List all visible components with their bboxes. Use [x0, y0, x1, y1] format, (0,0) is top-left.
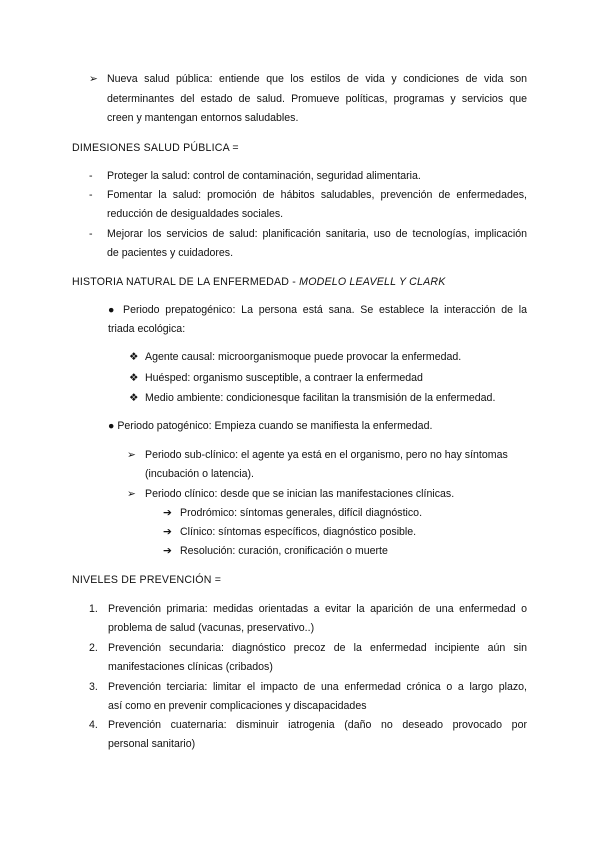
diamond-bullet-icon: ❖: [129, 392, 139, 404]
numbered-item: Prevención secundaria: diagnóstico precoz de la enfermedad incipiente aún sin: [108, 642, 527, 654]
numbered-item-continuation: manifestaciones clínicas (cribados): [108, 661, 273, 673]
fase-item: Prodrómico: síntomas generales, difícil diagnóstico.: [180, 507, 423, 519]
list-item-continuation: reducción de desigualdades sociales.: [107, 208, 284, 220]
section-heading-niveles: NIVELES DE PREVENCIÓN =: [72, 574, 222, 586]
arrow-bullet-icon: ➔: [163, 545, 172, 557]
fase-item: Resolución: curación, cronificación o muerte: [180, 545, 388, 557]
numbered-item-continuation: personal sanitario): [108, 738, 196, 750]
triad-item: Agente causal: microorganismoque puede provocar la enfermedad.: [145, 351, 462, 363]
numbered-item-continuation: problema de salud (vacunas, preservativo..): [108, 622, 315, 634]
paragraph-line: Nueva salud pública: entiende que los estilos de vida y condiciones de vida son: [107, 73, 527, 85]
subclinico-line: Periodo sub-clínico: el agente ya está en el organismo, pero no hay síntomas: [145, 449, 508, 461]
paragraph-line: determinantes del estado de salud. Promueve políticas, programas y servicios que: [107, 93, 527, 105]
arrowhead-bullet-icon: ➢: [127, 449, 136, 461]
paragraph-line: creen y mantengan entornos saludables.: [107, 112, 299, 124]
numbered-item: Prevención primaria: medidas orientadas a evitar la aparición de una enfermedad o: [108, 603, 527, 615]
list-item: Mejorar los servicios de salud: planificación sanitaria, uso de tecnologías, implicación: [107, 228, 527, 240]
triad-item: Huésped: organismo susceptible, a contraer la enfermedad: [145, 372, 423, 384]
list-item: Proteger la salud: control de contaminación, seguridad alimentaria.: [107, 170, 421, 182]
dash-bullet: -: [89, 170, 93, 182]
list-number: 3.: [89, 681, 98, 693]
dash-bullet: -: [89, 189, 93, 201]
fase-item: Clínico: síntomas específicos, diagnóstico posible.: [180, 526, 417, 538]
numbered-item: Prevención cuaternaria: disminuir iatrogenia (daño no deseado provocado por: [108, 719, 527, 731]
diamond-bullet-icon: ❖: [129, 351, 139, 363]
subclinico-line: (incubación o latencia).: [145, 468, 254, 480]
section-heading-dimensiones: DIMESIONES SALUD PÚBLICA =: [72, 142, 239, 154]
numbered-item-continuation: así como en prevenir complicaciones y discapacidades: [108, 700, 367, 712]
list-item: Fomentar la salud: promoción de hábitos saludables, prevención de enfermedades,: [107, 189, 527, 201]
patogenico-line: ● Periodo patogénico: Empieza cuando se manifiesta la enfermedad.: [108, 420, 433, 432]
arrow-bullet-icon: ➔: [163, 526, 172, 538]
arrow-bullet-icon: ➔: [163, 507, 172, 519]
section-heading-historia: [72, 275, 446, 289]
list-number: 4.: [89, 719, 98, 731]
heading-italic-text: MODELO LEAVELL Y CLARK: [299, 276, 446, 288]
prepatogenico-line: ● Periodo prepatogénico: La persona está sana. Se establece la interacción de la: [108, 304, 527, 316]
list-number: 2.: [89, 642, 98, 654]
numbered-item: Prevención terciaria: limitar el impacto de una enfermedad crónica o a largo plazo,: [108, 681, 527, 693]
prepatogenico-line: triada ecológica:: [108, 323, 186, 335]
list-number: 1.: [89, 603, 98, 615]
arrowhead-bullet-icon: ➢: [89, 73, 98, 85]
heading-plain-text: HISTORIA NATURAL DE LA ENFERMEDAD -: [72, 276, 300, 288]
list-item-continuation: de pacientes y cuidadores.: [107, 247, 234, 259]
dash-bullet: -: [89, 228, 93, 240]
diamond-bullet-icon: ❖: [129, 372, 139, 384]
clinico-line: Periodo clínico: desde que se inician las manifestaciones clínicas.: [145, 488, 455, 500]
triad-item: Medio ambiente: condicionesque facilitan la transmisión de la enfermedad.: [145, 392, 496, 404]
arrowhead-bullet-icon: ➢: [127, 488, 136, 500]
